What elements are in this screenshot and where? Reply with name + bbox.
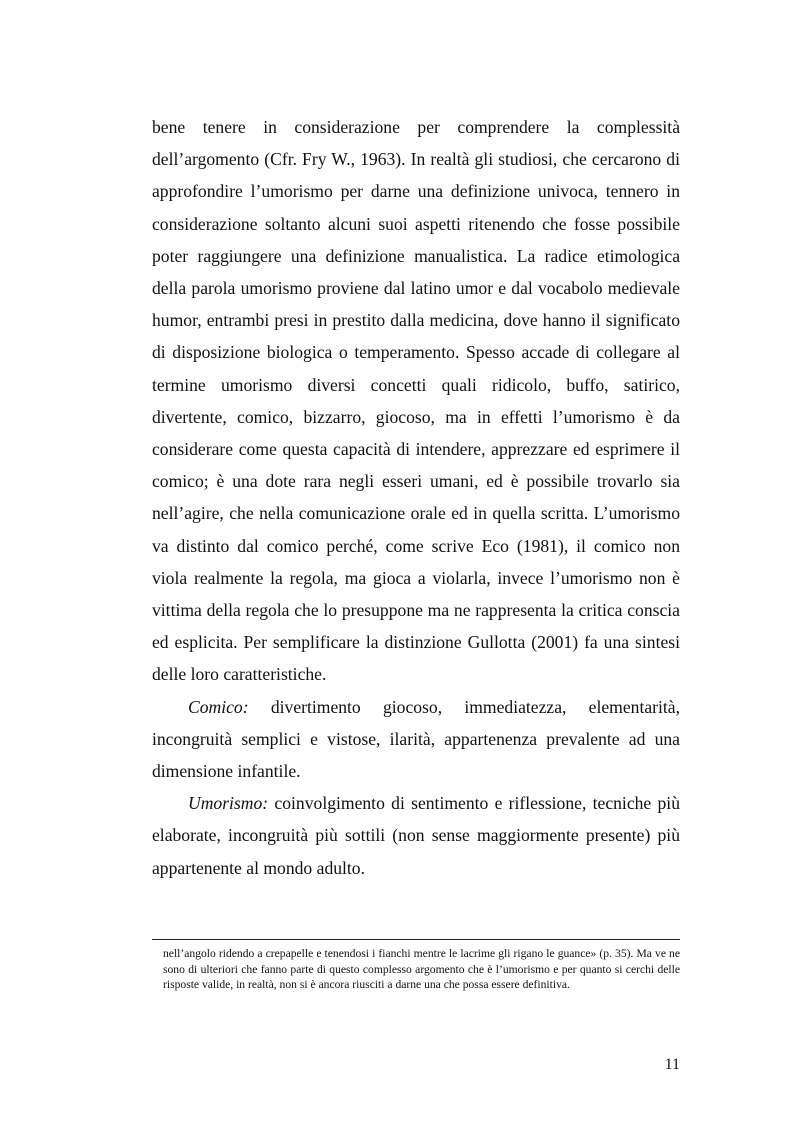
definition-comico: divertimento giocoso, immediatezza, elementarità, incongruità semplici e vistose, ilarità, appartenenza prevalente ad una dimensione infantile.: [152, 696, 680, 782]
term-umorismo: Umorismo:: [188, 793, 269, 814]
definition-umorismo: coinvolgimento di sentimento e riflessione, tecniche più elaborate, incongruità più sottili (non sense maggiormente presente) più appartenente al mondo adulto.: [152, 793, 680, 878]
term-comico: Comico:: [188, 696, 249, 717]
paragraph-umorismo: [152, 787, 680, 884]
body-text: [152, 111, 680, 884]
paragraph-comico: [152, 691, 680, 788]
paragraph-intro: bene tenere in considerazione per comprendere la complessità dell’argomento (Cfr. Fry W., 1963). In realtà gli studiosi, che cercarono di approfondire l’umorismo per darne una definizione univoca, tennero in considerazione soltanto alcuni suoi aspetti ritenendo che fosse possibile poter raggiungere una definizione manualistica. La radice etimologica della parola umorismo proviene dal latino umor e dal vocabolo medievale humor, entrambi presi in prestito dalla medicina, dove hanno il significato di disposizione biologica o temperamento. Spesso accade di collegare al termine umorismo diversi concetti quali ridicolo, buffo, satirico, divertente, comico, bizzarro, giocoso, ma in effetti l’umorismo è da considerare come questa capacità di intendere, apprezzare ed esprimere il comico; è una dote rara negli esseri umani, ed è possibile trovarlo sia nell’agire, che nella comunicazione orale ed in quella scritta. L’umorismo va distinto dal comico perché, come scrive Eco (1981), il comico non viola realmente la regola, ma gioca a violarla, invece l’umorismo non è vittima della regola che lo presuppone ma ne rappresenta la critica conscia ed esplicita. Per semplificare la distinzione Gullotta (2001) fa una sintesi delle loro caratteristiche.: [152, 117, 680, 685]
footnote: nell’angolo ridendo a crepapelle e tenendosi i fianchi mentre le lacrime gli rigano le guance» (p. 35). Ma ve ne sono di ulteriori che fanno parte di questo complesso argomento che è l’umorismo e per quanto si cerchi delle risposte valide, in realtà, non si è ancora riusciti a darne una che possa essere definitiva.: [163, 947, 680, 992]
footnote-separator: [152, 939, 680, 940]
page-number: 11: [664, 1056, 680, 1073]
